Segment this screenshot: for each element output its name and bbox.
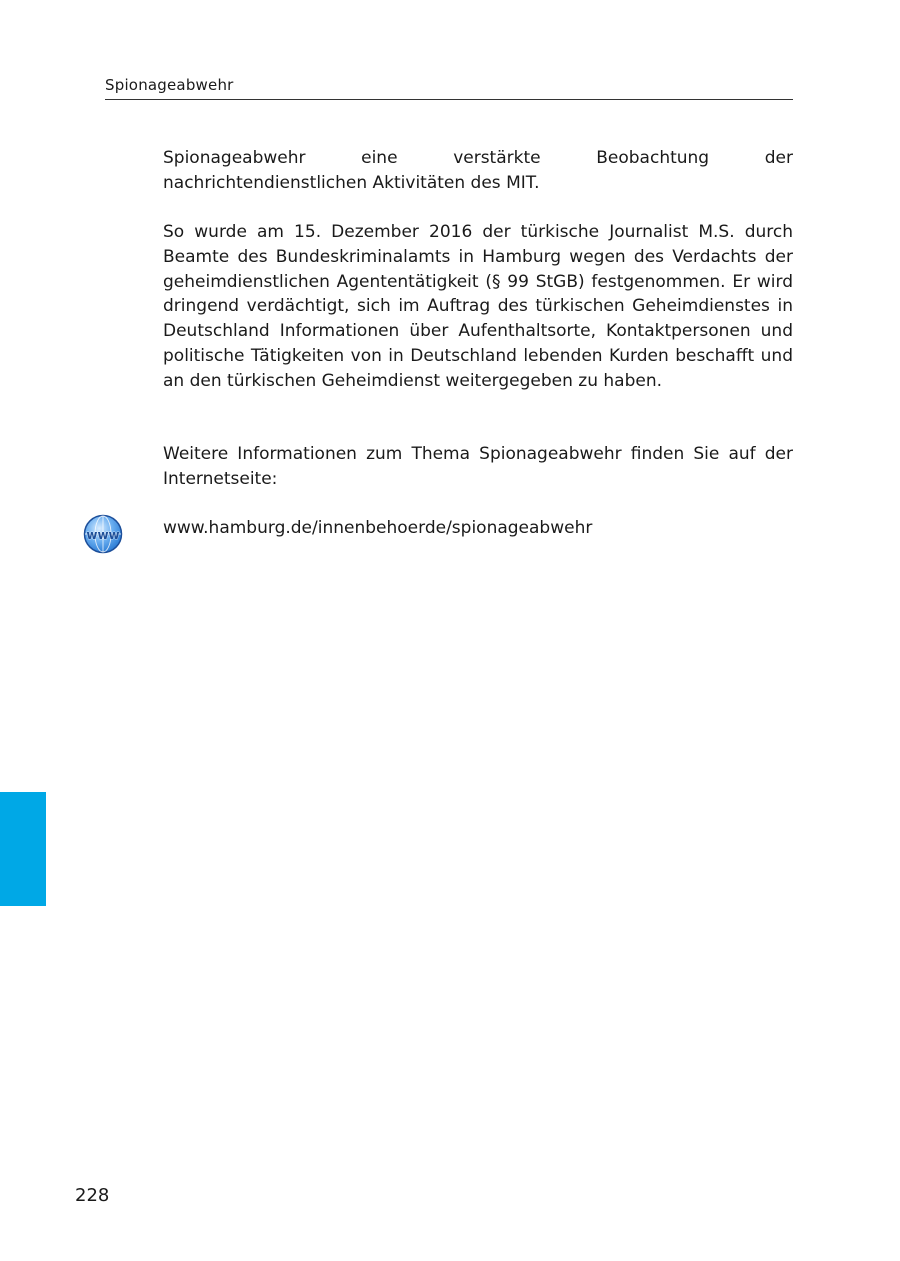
running-header — [105, 75, 793, 100]
paragraph-1: Spionageabwehr eine verstärkte Beobachtung der nachrichtendienstlichen Aktivitäten des MIT. — [163, 148, 793, 193]
running-header-title: Spionageabwehr — [105, 76, 234, 94]
page-number: 228 — [75, 1185, 110, 1206]
website-link[interactable]: www.hamburg.de/innenbehoerde/spionageabwehr — [163, 518, 593, 538]
www-icon-label: www — [86, 528, 120, 542]
chapter-side-tab — [0, 792, 46, 906]
paragraph-2: So wurde am 15. Dezember 2016 der türkische Journalist M.S. durch Beamte des Bundeskriminalamts in Hamburg wegen des Verdachts der geheimdienstlichen Agententätigkeit (§ 99 StGB) festgenommen. Er wird dringend verdächtigt, sich im Auftrag des türkischen Geheimdienstes in Deutschland Informationen über Aufenthaltsorte, Kontaktpersonen und politische Tätigkeiten von in Deutschland lebenden Kurden beschafft und an den türkischen Geheimdienst weitergegeben zu haben. — [163, 222, 793, 391]
www-globe-icon — [83, 514, 123, 554]
paragraph-3: Weitere Informationen zum Thema Spionageabwehr finden Sie auf der Internetseite: — [163, 444, 793, 489]
